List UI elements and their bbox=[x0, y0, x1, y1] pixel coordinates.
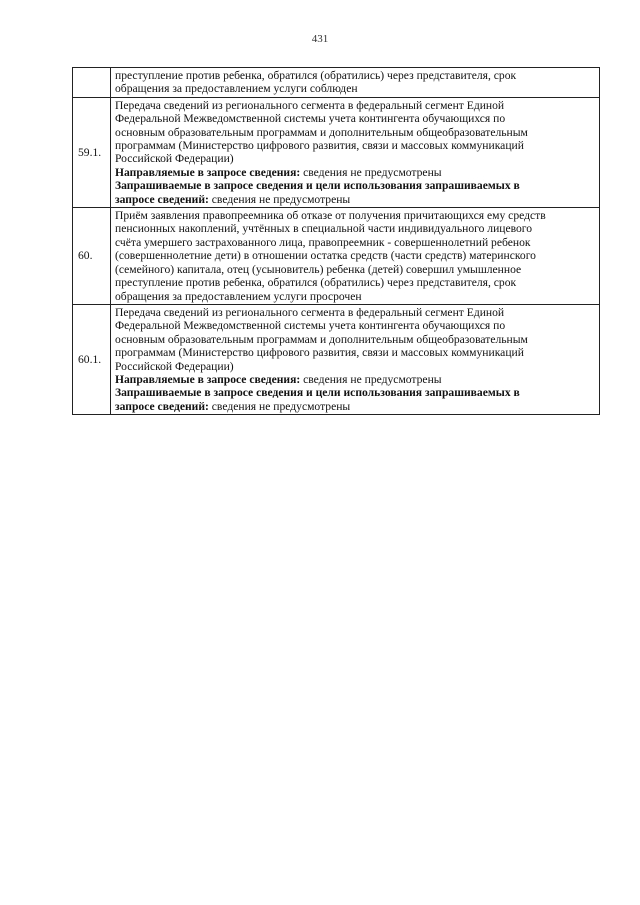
row-text bbox=[111, 304, 600, 414]
text-line: основным образовательным программам и дополнительным общеобразовательным bbox=[115, 332, 528, 346]
row-text bbox=[111, 68, 600, 98]
text-line: программам (Министерство цифрового развития, связи и массовых коммуникаций bbox=[115, 139, 524, 153]
text-line: Российской Федерации) bbox=[115, 359, 234, 373]
page-number: 431 bbox=[311, 33, 329, 45]
requested-value: сведения не предусмотрены bbox=[208, 192, 351, 206]
sent-label: Направляемые в запросе сведения: bbox=[115, 372, 301, 386]
requested-value: сведения не предусмотрены bbox=[208, 399, 351, 413]
sent-info-line bbox=[115, 166, 596, 179]
text-line: обращения за предоставлением услуги соблюден bbox=[115, 82, 358, 96]
requested-info-line bbox=[115, 193, 596, 206]
requested-label: запросе сведений: bbox=[115, 192, 209, 206]
table-row bbox=[73, 208, 600, 305]
sent-value: сведения не предусмотрены bbox=[300, 165, 442, 179]
table-row bbox=[73, 97, 600, 207]
table-row bbox=[73, 68, 600, 98]
text-line: (семейного) капитала, отец (усыновитель) ребенка (детей) совершил умышленное bbox=[115, 262, 522, 276]
requested-heading: Запрашиваемые в запросе сведения и цели использования запрашиваемых в bbox=[115, 179, 520, 193]
row-number bbox=[73, 68, 111, 98]
text-line: Российской Федерации) bbox=[115, 152, 234, 166]
text-line: преступление против ребенка, обратился (обратились) через представителя, срок bbox=[115, 276, 517, 290]
text-line: Федеральной Межведомственной системы учета контингента обучающихся по bbox=[115, 319, 506, 333]
text-line: Федеральной Межведомственной системы учета контингента обучающихся по bbox=[115, 112, 506, 126]
requested-label: запросе сведений: bbox=[115, 399, 209, 413]
text-line: основным образовательным программам и дополнительным общеобразовательным bbox=[115, 125, 528, 139]
services-table bbox=[72, 67, 600, 415]
table-row bbox=[73, 304, 600, 414]
sent-info-line bbox=[115, 373, 596, 386]
text-line: Передача сведений из регионального сегмента в федеральный сегмент Единой bbox=[115, 98, 505, 112]
requested-info-line bbox=[115, 400, 596, 413]
text-line: Передача сведений из регионального сегмента в федеральный сегмент Единой bbox=[115, 305, 505, 319]
text-line: пенсионных накоплений, учтённых в специальной части индивидуального лицевого bbox=[115, 222, 533, 236]
text-line: преступление против ребенка, обратился (обратились) через представителя, срок bbox=[115, 69, 517, 82]
text-line: обращения за предоставлением услуги просрочен bbox=[115, 289, 362, 303]
row-number: 60.1. bbox=[73, 304, 111, 414]
sent-label: Направляемые в запросе сведения: bbox=[115, 165, 301, 179]
text-line: (совершеннолетние дети) в отношении остатка средств (части средств) материнского bbox=[115, 249, 536, 263]
row-text bbox=[111, 97, 600, 207]
sent-value: сведения не предусмотрены bbox=[300, 372, 442, 386]
text-line: Приём заявления правопреемника об отказе от получения причитающихся ему средств bbox=[115, 209, 546, 223]
text-line: счёта умершего застрахованного лица, правопреемник - совершеннолетний ребенок bbox=[115, 235, 531, 249]
text-line: программам (Министерство цифрового развития, связи и массовых коммуникаций bbox=[115, 346, 524, 360]
requested-heading: Запрашиваемые в запросе сведения и цели использования запрашиваемых в bbox=[115, 386, 520, 400]
row-number: 60. bbox=[73, 208, 111, 305]
row-text bbox=[111, 208, 600, 305]
row-number: 59.1. bbox=[73, 97, 111, 207]
